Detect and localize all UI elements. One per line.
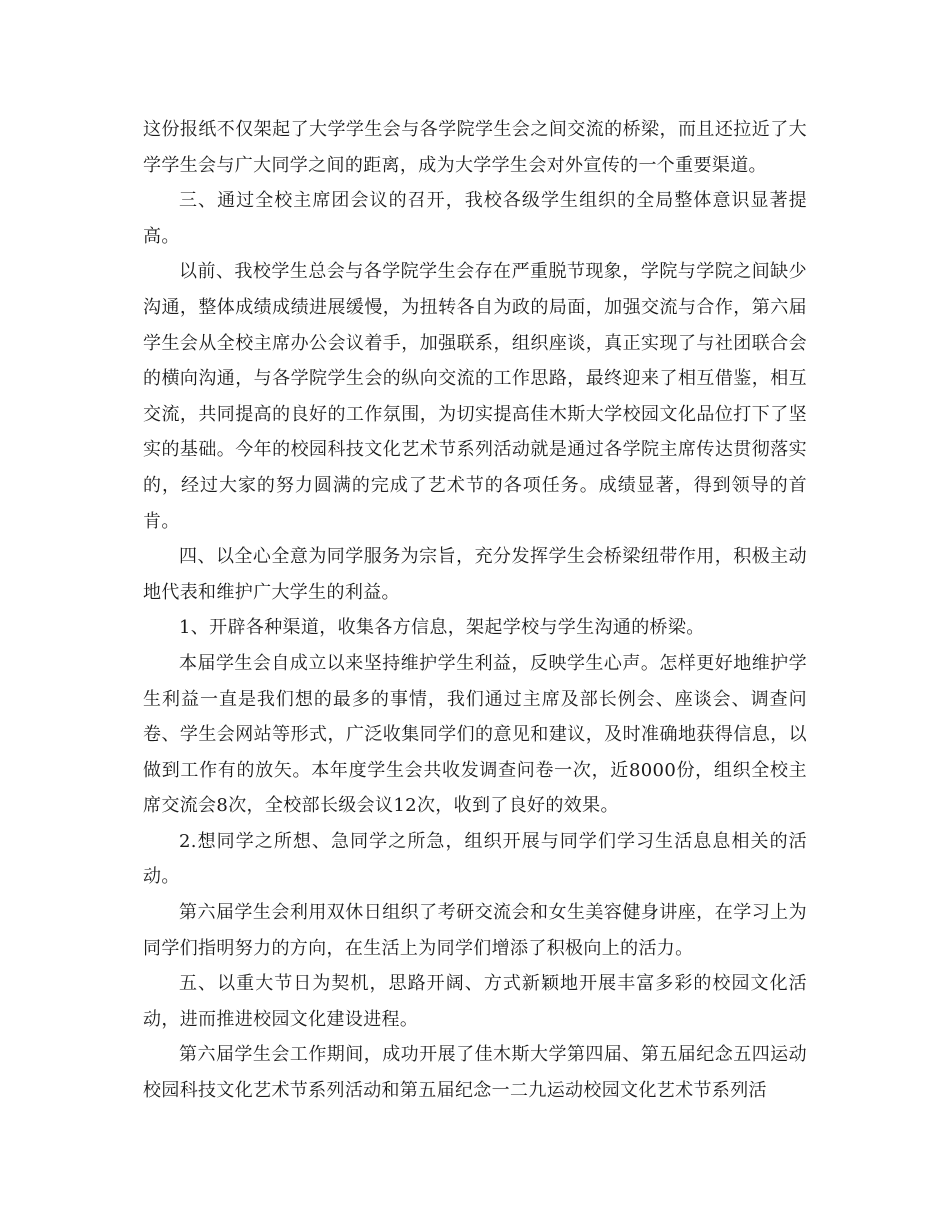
paragraph-2: 三、通过全校主席团会议的召开，我校各级学生组织的全局整体意识显著提高。 xyxy=(143,190,807,247)
paragraph-1: 这份报纸不仅架起了大学学生会与各学院学生会之间交流的桥梁，而且还拉近了大学学生会与广大同学之间的距离，成为大学学生会对外宣传的一个重要渠道。 xyxy=(143,119,807,176)
paragraph-10: 第六届学生会工作期间，成功开展了佳木斯大学第四届、第五届纪念五四运动校园科技文化艺术节系列活动和第五届纪念一二九运动校园文化艺术节系列活 xyxy=(143,1044,807,1102)
paragraph-7: 2.想同学之所想、急同学之所急，组织开展与同学们学习生活息息相关的活动。 xyxy=(143,830,807,888)
document-page xyxy=(143,112,807,1109)
paragraph-4: 四、以全心全意为同学服务为宗旨，充分发挥学生会桥梁纽带作用，积极主动地代表和维护广大学生的利益。 xyxy=(143,546,807,603)
paragraph-9: 五、以重大节日为契机，思路开阔、方式新颖地开展丰富多彩的校园文化活动，进而推进校园文化建设进程。 xyxy=(143,973,807,1030)
paragraph-6: 本届学生会自成立以来坚持维护学生利益，反映学生心声。怎样更好地维护学生利益一直是我们想的最多的事情，我们通过主席及部长例会、座谈会、调查问卷、学生会网站等形式，广泛收集同学们的意见和建议，及时准确地获得信息，以做到工作有的放矢。本年度学生会共收发调查问卷一次，近8000份，组织全校主席交流会8次，全校部长级会议12次，收到了良好的效果。 xyxy=(143,652,807,817)
paragraph-3: 以前、我校学生总会与各学院学生会存在严重脱节现象，学院与学院之间缺少沟通，整体成绩成绩进展缓慢，为扭转各自为政的局面，加强交流与合作，第六届学生会从全校主席办公会议着手，加强联系，组织座谈，真正实现了与社团联合会的横向沟通，与各学院学生会的纵向交流的工作思路，最终迎来了相互借鉴，相互交流，共同提高的良好的工作氛围，为切实提高佳木斯大学校园文化品位打下了坚实的基础。今年的校园科技文化艺术节系列活动就是通过各学院主席传达贯彻落实的，经过大家的努力圆满的完成了艺术节的各项任务。成绩显著，得到领导的首肯。 xyxy=(143,261,807,532)
paragraph-8: 第六届学生会利用双休日组织了考研交流会和女生美容健身讲座，在学习上为同学们指明努力的方向，在生活上为同学们增添了积极向上的活力。 xyxy=(143,902,807,959)
paragraph-5: 1、开辟各种渠道，收集各方信息，架起学校与学生沟通的桥梁。 xyxy=(179,617,705,639)
